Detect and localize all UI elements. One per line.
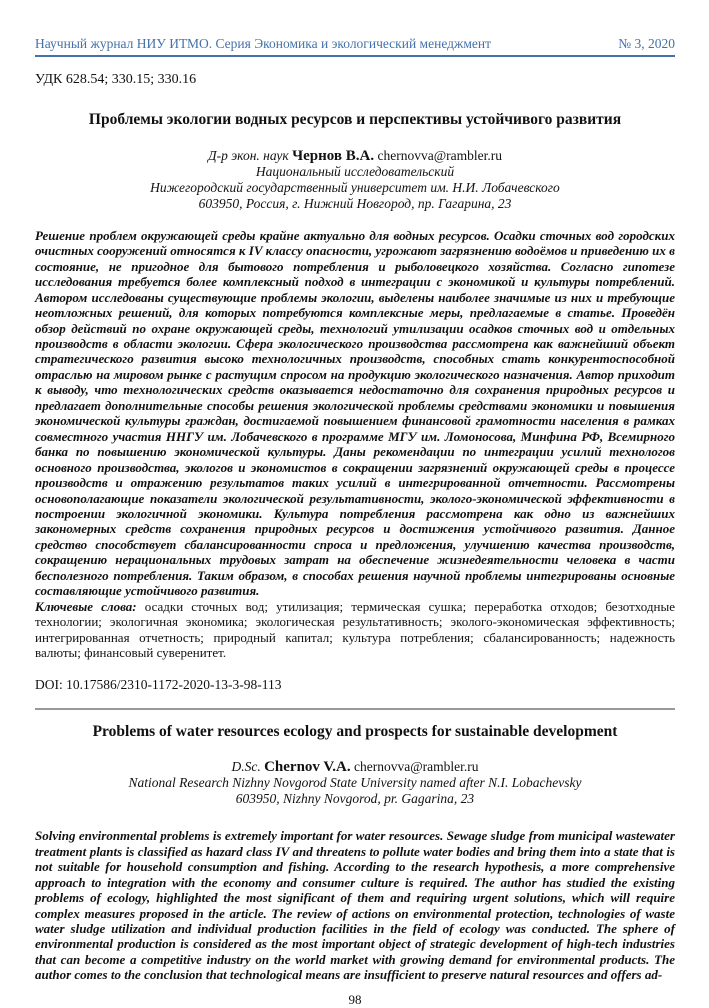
affiliation-english-1: National Research Nizhny Novgorod State University named after N.I. Lobachevsky [128, 775, 582, 791]
journal-name: Научный журнал НИУ ИТМО. Серия Экономика и экологический менеджмент [35, 36, 491, 51]
keywords-text: осадки сточных вод; утилизация; термическая сушка; переработка отходов; безотходные технологии; экологичная экономика; экологическая результативность; эколого-экономическая эффективность; интегрированная отчетность; природный капитал; культура потребления; сбалансированность; надежность валюты; финансовый суверенитет. [35, 598, 676, 661]
author-name-russian: Чернов В.А. [292, 147, 375, 164]
affiliation-russian-2: Нижегородский государственный университет им. Н.И. Лобачевского [150, 179, 560, 195]
affiliation-english-2: 603950, Nizhny Novgorod, pr. Gagarina, 23 [235, 791, 475, 807]
author-block-english [35, 759, 675, 807]
keywords-russian [35, 599, 675, 661]
section-divider [35, 708, 675, 710]
journal-header [35, 36, 675, 57]
doi: DOI: 10.17586/2310-1172-2020-13-3-98-113 [35, 676, 282, 692]
keywords-label: Ключевые слова: [35, 598, 137, 614]
affiliation-russian-1: Национальный исследовательский [255, 163, 455, 179]
author-degree-russian: Д-р экон. наук [208, 147, 289, 163]
author-degree-english: D.Sc. [231, 759, 261, 775]
udk-classification: УДК 628.54; 330.15; 330.16 [35, 72, 197, 87]
author-email-english: chernovva@rambler.ru [354, 759, 479, 775]
author-name-english: Chernov V.A. [264, 759, 351, 776]
issue-number: № 3, 2020 [618, 36, 675, 51]
author-email-russian: chernovva@rambler.ru [377, 147, 502, 163]
abstract-english: Solving environmental problems is extremely important for water resources. Sewage sludge from municipal wastewater treatment plants is classified as hazard class IV and threatens to pollute water bodies and bring them into a state that is not suitable for household consumption and fishing. According to the research hypothesis, a more comprehensive approach to integration with the economy and consumer culture is required. The author has studied the existing problems of ecology, highlighted the most significant of them and requiring urgent solutions, which will require complex measures proposed in the article. The review of actions on environmental protection, technologies of waste water sludge utilization and individual production facilities in the field of ecology was conducted. The sphere of environmental production is considered as the most important object of strategic development of high-tech industries that can become a competitive industry on the world market with growing demand for environmental products. The author comes to the conclusion that technological means are insufficient to preserve natural resources and offers ad- [35, 828, 675, 983]
page-number: 98 [348, 991, 362, 1007]
author-block-russian [35, 148, 675, 212]
abstract-russian: Решение проблем окружающей среды крайне актуально для водных ресурсов. Осадки сточных вод городских очистных сооружений относятся к IV классу опасности, угрожают загрязнению водоёмов и приведению их в состояние, не пригодное для бытового потребления и рыболовецкого хозяйства. Согласно гипотезе исследования требуется более комплексный подход в интеграции с экономикой и культуры потреблений. Автором исследованы существующие проблемы экологии, выделены наиболее значимые из них и требующие неотложных решений, для которых потребуются комплексные меры, предлагаемые в статье. Проведён обзор действий по охране окружающей среды, технологий утилизации осадков сточных вод и отдельных производств в области экологии. Сфера экологического производства рассмотрена как важнейший объект стратегического развития высоко технологичных производств, способных стать конкурентоспособной отраслью на мировом рынке с растущим спросом на продукцию экологического назначения. Автор приходит к выводу, что технологических средств оказывается недостаточно для сохранения природных ресурсов и предлагает дополнительные способы решения экологической проблемы средствами экономики и повышения экономической культуры граждан, достигаемой повышением финансовой грамотности населения в рамках совместного участия ННГУ им. Лобачевского в программе МГУ им. Ломоносова, Минфина РФ, Всемирного банка по повышению экономической культуры. Даны рекомендации по интеграции усилий технологов основного производства, экологов и экономистов в сокращении загрязнений окружающей среды в процессе производств и отражению результатов таких усилий в интегрированной отчетности. Рассмотрены основополагающие показатели экологической результативности, эколого-экономической эффективности в построении экологичной экономики. Культура потребления рассмотрена как одно из важнейших закономерных средств сохранения природных ресурсов и достижения устойчивого развития. Данное средство способствует сбалансированности спроса и предложения, улучшению качества производств, сокращению нерациональных трудовых затрат на обеспечение жизнедеятельности человека в части бесполезного потребления. Таким образом, в способах решения научной проблемы интегрированы основные составляющие устойчивого развития. [35, 227, 675, 599]
article-title-russian: Проблемы экологии водных ресурсов и перспективы устойчивого развития [88, 111, 622, 128]
author-line-russian [35, 148, 675, 164]
affiliation-russian-3: 603950, Россия, г. Нижний Новгород, пр. Гагарина, 23 [198, 195, 512, 211]
article-title-english: Problems of water resources ecology and prospects for sustainable development [92, 722, 618, 740]
author-line-english [35, 759, 675, 775]
